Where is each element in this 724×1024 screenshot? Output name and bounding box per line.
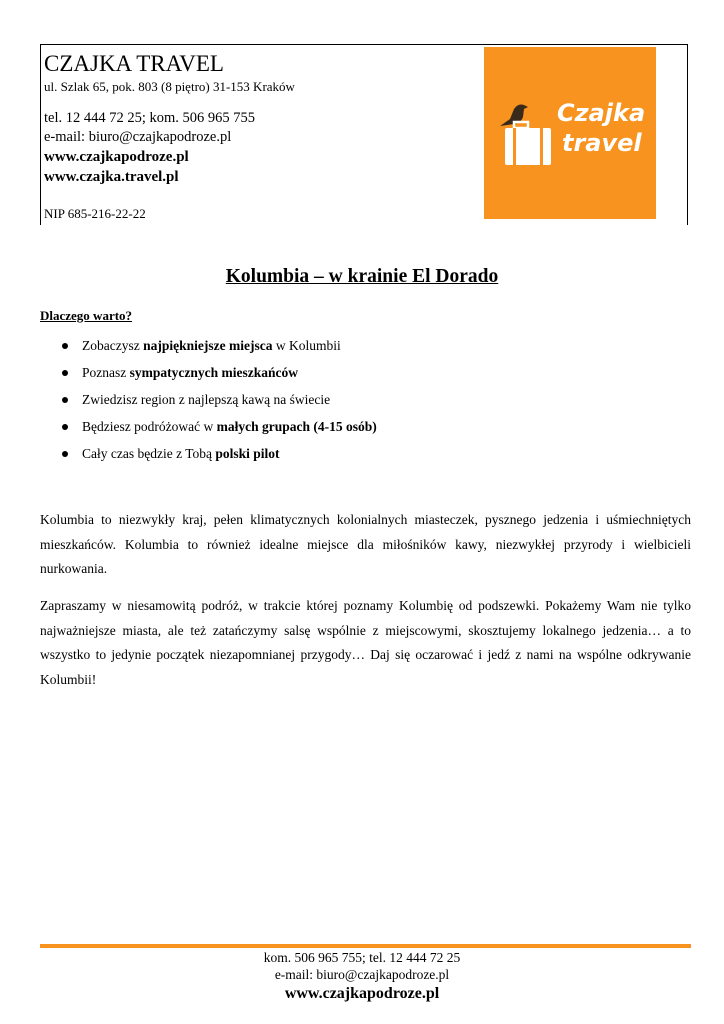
footer-phone: kom. 506 965 755; tel. 12 444 72 25 <box>263 950 461 965</box>
company-phone: tel. 12 444 72 25; kom. 506 965 755 <box>44 110 256 126</box>
logo-wordmark-czajka: Czajka <box>557 99 646 127</box>
bullet-icon <box>62 343 68 349</box>
section-heading-why: Dlaczego warto? <box>40 308 133 323</box>
list-item: Będziesz podróżować w małych grupach (4-15 osób) <box>62 418 377 445</box>
page-title: Kolumbia – w krainie El Dorado <box>225 266 499 287</box>
letterhead <box>40 44 688 225</box>
logo-wordmark-travel: travel <box>562 129 642 157</box>
company-website-link-2[interactable]: www.czajka.travel.pl <box>44 169 179 185</box>
footer-website-link[interactable]: www.czajkapodroze.pl <box>284 985 440 1002</box>
company-nip: NIP 685-216-22-22 <box>44 206 146 221</box>
footer-email[interactable]: e-mail: biuro@czajkapodroze.pl <box>274 967 450 982</box>
company-website-link[interactable]: www.czajkapodroze.pl <box>44 149 189 165</box>
bullet-icon <box>62 451 68 457</box>
footer-divider <box>40 944 691 948</box>
reasons-list <box>62 337 377 472</box>
list-item: Poznasz sympatycznych mieszkańców <box>62 364 377 391</box>
bullet-icon <box>62 397 68 403</box>
bullet-icon <box>62 370 68 376</box>
czajka-travel-logo <box>484 47 656 219</box>
list-item: Cały czas będzie z Tobą polski pilot <box>62 445 377 472</box>
bullet-icon <box>62 424 68 430</box>
list-item: Zwiedzisz region z najlepszą kawą na świecie <box>62 391 377 418</box>
invitation-paragraph: Zapraszamy w niesamowitą podróż, w trakcie której poznamy Kolumbię od podszewki. Pokażemy Wam nie tylko najważniejsze miasta, ale też zatańczymy salsę wspólnie z miejscowymi, skosztujemy lokalnego jedzenia… a to wszystko to jedynie początek niezapomnianej przygody… Daj się oczarować i jedź z nami na wspólne odkrywanie Kolumbii! <box>40 598 691 687</box>
company-address: ul. Szlak 65, pok. 803 (8 piętro) 31-153 Kraków <box>44 79 295 94</box>
list-item: Zobaczysz najpiękniejsze miejsca w Kolumbii <box>62 337 377 364</box>
company-name: CZAJKA TRAVEL <box>44 51 224 76</box>
intro-paragraph: Kolumbia to niezwykły kraj, pełen klimatycznych kolonialnych miasteczek, pysznego jedzenia i uśmiechniętych mieszkańców. Kolumbia to również idealne miejsce dla miłośników kawy, niezwykłej przyrody i wielbicieli nurkowania. <box>40 512 691 576</box>
company-email[interactable]: e-mail: biuro@czajkapodroze.pl <box>44 129 232 145</box>
